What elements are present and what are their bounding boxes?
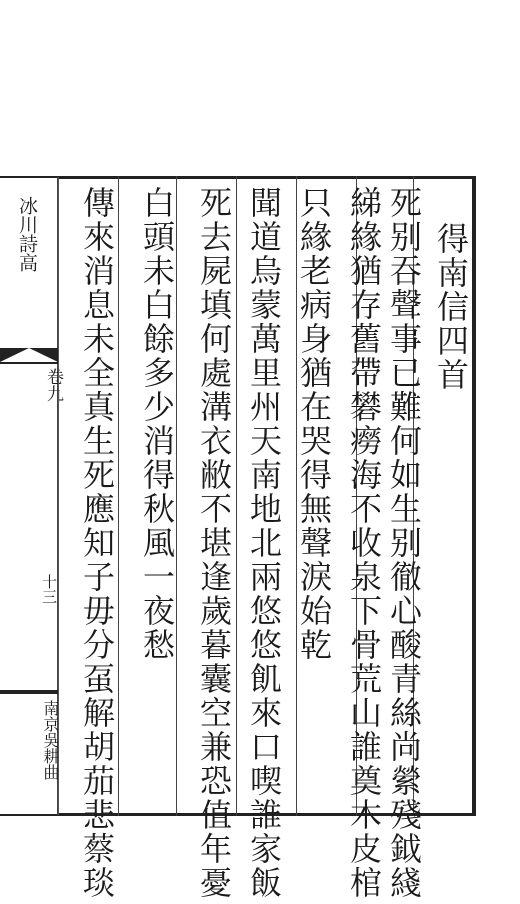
poem-column: 聞道烏蒙萬里州天南地北兩悠悠飢來口喫誰家飯 <box>245 186 283 900</box>
column-rule <box>236 176 237 816</box>
margin-bottom-bar <box>0 690 58 694</box>
column-rule <box>118 176 119 816</box>
poem-column: 白頭未白餘多少消得秋風一夜愁 <box>138 186 176 662</box>
poem-column: 綈緣猶存舊帶礬癆海不收泉下骨荒山誰奠木皮棺 <box>345 186 383 900</box>
printer-label: 南京吳耕曲 <box>41 700 60 780</box>
poem-column: 只緣老病身猶在哭得無聲淚始乾 <box>295 186 333 662</box>
fishtail-rule <box>0 362 58 364</box>
poem-title: 得南信四首 <box>432 222 470 392</box>
page-number: 十三 <box>40 574 58 604</box>
book-title: 冰川詩高 <box>16 196 38 272</box>
poem-column: 死去屍填何處溝衣敝不堪逢歲暮囊空兼恐值年憂 <box>195 186 233 900</box>
poem-column: 死别吞聲事已難何如生别徹心酸青絲尚縈殘鉞綫 <box>385 186 423 900</box>
poem-column: 傳來消息未全真生死應知子毋分虿解胡茄悲蔡琰 <box>78 186 116 900</box>
fishtail-ornament <box>0 348 58 362</box>
fascicle-label: 卷九 <box>43 368 63 402</box>
